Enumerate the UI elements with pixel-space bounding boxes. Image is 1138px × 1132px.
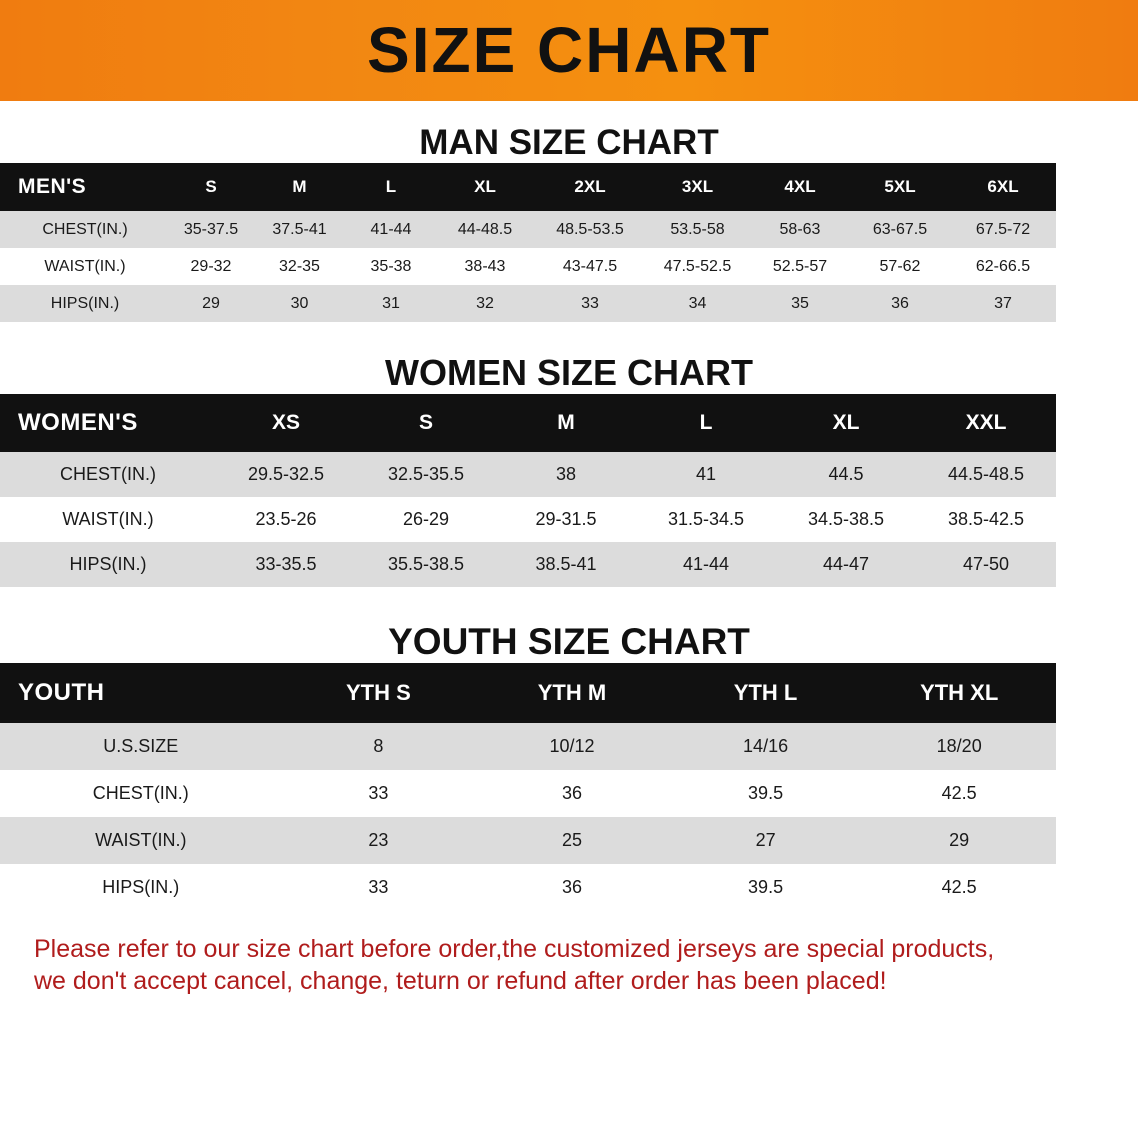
row-label: U.S.SIZE (0, 723, 282, 770)
cell: 47-50 (916, 542, 1056, 587)
cell: 31.5-34.5 (636, 497, 776, 542)
col-header: S (170, 163, 252, 211)
row-label: WAIST(IN.) (0, 497, 216, 542)
banner (0, 0, 1138, 101)
cell: 38.5-42.5 (916, 497, 1056, 542)
cell: 18/20 (862, 723, 1056, 770)
cell: 38.5-41 (496, 542, 636, 587)
cell: 35 (750, 285, 850, 322)
women-section-heading: WOMEN SIZE CHART (385, 352, 753, 393)
col-header: XL (435, 163, 535, 211)
cell: 33-35.5 (216, 542, 356, 587)
cell: 58-63 (750, 211, 850, 248)
cell: 44.5-48.5 (916, 452, 1056, 497)
col-header: 4XL (750, 163, 850, 211)
cell: 30 (252, 285, 347, 322)
cell: 35-37.5 (170, 211, 252, 248)
youth-size-table (0, 663, 1056, 911)
table-row (0, 864, 1056, 911)
row-label: HIPS(IN.) (0, 542, 216, 587)
cell: 44.5 (776, 452, 916, 497)
col-header: YTH S (282, 663, 476, 723)
cell: 10/12 (475, 723, 669, 770)
cell: 32.5-35.5 (356, 452, 496, 497)
cell: 29-32 (170, 248, 252, 285)
col-header: M (496, 394, 636, 452)
man-section-heading: MAN SIZE CHART (419, 123, 719, 162)
row-label: CHEST(IN.) (0, 211, 170, 248)
row-label: CHEST(IN.) (0, 452, 216, 497)
cell: 34 (645, 285, 750, 322)
row-label: CHEST(IN.) (0, 770, 282, 817)
cell: 41-44 (347, 211, 435, 248)
col-header: MEN'S (0, 163, 170, 211)
cell: 34.5-38.5 (776, 497, 916, 542)
cell: 44-48.5 (435, 211, 535, 248)
cell: 39.5 (669, 770, 863, 817)
cell: 23 (282, 817, 476, 864)
col-header: YTH M (475, 663, 669, 723)
table-row (0, 770, 1056, 817)
col-header: YTH L (669, 663, 863, 723)
row-label: HIPS(IN.) (0, 864, 282, 911)
cell: 35-38 (347, 248, 435, 285)
cell: 8 (282, 723, 476, 770)
cell: 37 (950, 285, 1056, 322)
cell: 33 (535, 285, 645, 322)
cell: 33 (282, 864, 476, 911)
cell: 41 (636, 452, 776, 497)
cell: 27 (669, 817, 863, 864)
cell: 33 (282, 770, 476, 817)
cell: 29-31.5 (496, 497, 636, 542)
cell: 35.5-38.5 (356, 542, 496, 587)
cell: 67.5-72 (950, 211, 1056, 248)
col-header: 2XL (535, 163, 645, 211)
col-header: L (347, 163, 435, 211)
col-header: YOUTH (0, 663, 282, 723)
col-header: XS (216, 394, 356, 452)
cell: 32-35 (252, 248, 347, 285)
cell: 43-47.5 (535, 248, 645, 285)
table-header-row (0, 163, 1056, 211)
women-size-table (0, 394, 1056, 587)
cell: 26-29 (356, 497, 496, 542)
page-title: SIZE CHART (367, 13, 771, 86)
cell: 52.5-57 (750, 248, 850, 285)
col-header: 5XL (850, 163, 950, 211)
cell: 29 (862, 817, 1056, 864)
cell: 38-43 (435, 248, 535, 285)
man-size-table (0, 163, 1056, 322)
table-row (0, 723, 1056, 770)
women-table-wrap (0, 394, 1138, 587)
cell: 31 (347, 285, 435, 322)
table-row (0, 542, 1056, 587)
cell: 37.5-41 (252, 211, 347, 248)
row-label: WAIST(IN.) (0, 817, 282, 864)
col-header: WOMEN'S (0, 394, 216, 452)
cell: 53.5-58 (645, 211, 750, 248)
disclaimer-line-1: Please refer to our size chart before order,the customized jerseys are special products, (34, 935, 995, 963)
cell: 25 (475, 817, 669, 864)
col-header: S (356, 394, 496, 452)
col-header: XXL (916, 394, 1056, 452)
cell: 14/16 (669, 723, 863, 770)
table-row (0, 248, 1056, 285)
row-label: HIPS(IN.) (0, 285, 170, 322)
cell: 57-62 (850, 248, 950, 285)
table-header-row (0, 394, 1056, 452)
cell: 36 (850, 285, 950, 322)
cell: 29 (170, 285, 252, 322)
table-row (0, 285, 1056, 322)
table-row (0, 452, 1056, 497)
cell: 42.5 (862, 864, 1056, 911)
col-header: YTH XL (862, 663, 1056, 723)
cell: 36 (475, 770, 669, 817)
cell: 63-67.5 (850, 211, 950, 248)
col-header: M (252, 163, 347, 211)
col-header: 3XL (645, 163, 750, 211)
col-header: L (636, 394, 776, 452)
cell: 38 (496, 452, 636, 497)
cell: 36 (475, 864, 669, 911)
col-header: XL (776, 394, 916, 452)
cell: 42.5 (862, 770, 1056, 817)
disclaimer-line-2: we don't accept cancel, change, teturn or refund after order has been placed! (34, 967, 887, 995)
cell: 23.5-26 (216, 497, 356, 542)
cell: 29.5-32.5 (216, 452, 356, 497)
youth-section-heading: YOUTH SIZE CHART (388, 621, 750, 662)
row-label: WAIST(IN.) (0, 248, 170, 285)
table-row (0, 211, 1056, 248)
cell: 44-47 (776, 542, 916, 587)
cell: 32 (435, 285, 535, 322)
cell: 48.5-53.5 (535, 211, 645, 248)
cell: 47.5-52.5 (645, 248, 750, 285)
cell: 39.5 (669, 864, 863, 911)
disclaimer-note (34, 933, 1104, 997)
youth-table-wrap (0, 663, 1138, 911)
cell: 62-66.5 (950, 248, 1056, 285)
table-row (0, 497, 1056, 542)
col-header: 6XL (950, 163, 1056, 211)
table-row (0, 817, 1056, 864)
table-header-row (0, 663, 1056, 723)
cell: 41-44 (636, 542, 776, 587)
man-table-wrap (0, 163, 1138, 322)
